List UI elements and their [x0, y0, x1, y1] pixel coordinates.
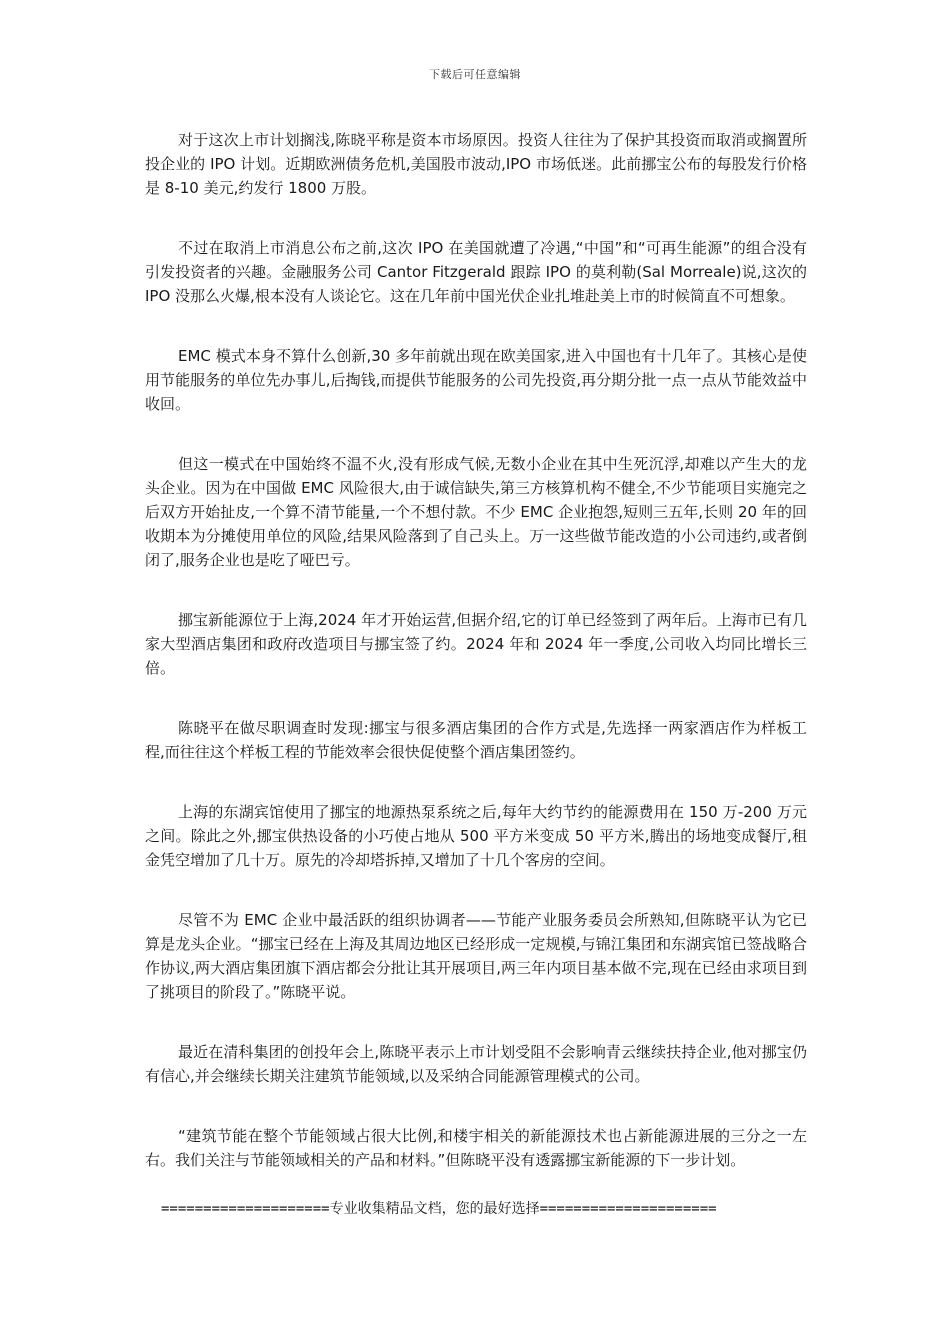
- page-footer: ====================专业收集精品文档，您的最好选择=====================: [161, 1201, 717, 1217]
- document-body: [145, 128, 807, 1208]
- paragraph-9: 最近在清科集团的创投年会上,陈晓平表示上市计划受阻不会影响青云继续扶持企业,他对挪宝仍有信心,并会继续长期关注建筑节能领域,以及采纳合同能源管理模式的公司。: [145, 1043, 807, 1085]
- paragraph-1: 对于这次上市计划搁浅,陈晓平称是资本市场原因。投资人往往为了保护其投资而取消或搁置所投企业的 IPO 计划。近期欧洲债务危机,美国股市波动,IPO 市场低迷。此前挪宝公布的每股发行价格是 8-10 美元,约发行 1800 万股。: [145, 131, 807, 197]
- paragraph-4: 但这一模式在中国始终不温不火,没有形成气候,无数小企业在其中生死沉浮,却难以产生大的龙头企业。因为在中国做 EMC 风险很大,由于诚信缺失,第三方核算机构不健全,不少节能项目实施完之后双方开始扯皮,一个算不清节能量,一个不想付款。不少 EMC 企业抱怨,短则三五年,长则 20 年的回收期本为分摊使用单位的风险,结果风险落到了自己头上。万一这些做节能改造的小公司违约,或者倒闭了,服务企业也是吃了哑巴亏。: [145, 455, 807, 569]
- paragraph-7: 上海的东湖宾馆使用了挪宝的地源热泵系统之后,每年大约节约的能源费用在 150 万-200 万元之间。除此之外,挪宝供热设备的小巧使占地从 500 平方米变成 50 平方米,腾出的场地变成餐厅,租金凭空增加了几十万。原先的冷却塔拆掉,又增加了十几个客房的空间。: [145, 803, 807, 869]
- page-header: 下载后可任意编辑: [429, 68, 521, 81]
- paragraph-2: 不过在取消上市消息公布之前,这次 IPO 在美国就遭了冷遇,“中国”和“可再生能源”的组合没有引发投资者的兴趣。金融服务公司 Cantor Fitzgerald 跟踪 IPO 的莫利勒(Sal Morreale)说,这次的 IPO 没那么火爆,根本没有人谈论它。这在几年前中国光伏企业扎堆赴美上市的时候简直不可想象。: [145, 239, 807, 305]
- paragraph-6: 陈晓平在做尽职调查时发现:挪宝与很多酒店集团的合作方式是,先选择一两家酒店作为样板工程,而往往这个样板工程的节能效率会很快促使整个酒店集团签约。: [145, 719, 807, 761]
- paragraph-5: 挪宝新能源位于上海,2024 年才开始运营,但据介绍,它的订单已经签到了两年后。上海市已有几家大型酒店集团和政府改造项目与挪宝签了约。2024 年和 2024 年一季度,公司收入均同比增长三倍。: [145, 611, 807, 677]
- paragraph-3: EMC 模式本身不算什么创新,30 多年前就出现在欧美国家,进入中国也有十几年了。其核心是使用节能服务的单位先办事儿,后掏钱,而提供节能服务的公司先投资,再分期分批一点一点从节能效益中收回。: [145, 347, 807, 413]
- paragraph-8: 尽管不为 EMC 企业中最活跃的组织协调者——节能产业服务委员会所熟知,但陈晓平认为它已算是龙头企业。“挪宝已经在上海及其周边地区已经形成一定规模,与锦江集团和东湖宾馆已签战略合作协议,两大酒店集团旗下酒店都会分批让其开展项目,两三年内项目基本做不完,现在已经由求项目到了挑项目的阶段了。”陈晓平说。: [145, 911, 807, 1001]
- paragraph-10: “建筑节能在整个节能领域占很大比例,和楼宇相关的新能源技术也占新能源进展的三分之一左右。我们关注与节能领域相关的产品和材料。”但陈晓平没有透露挪宝新能源的下一步计划。: [145, 1127, 807, 1169]
